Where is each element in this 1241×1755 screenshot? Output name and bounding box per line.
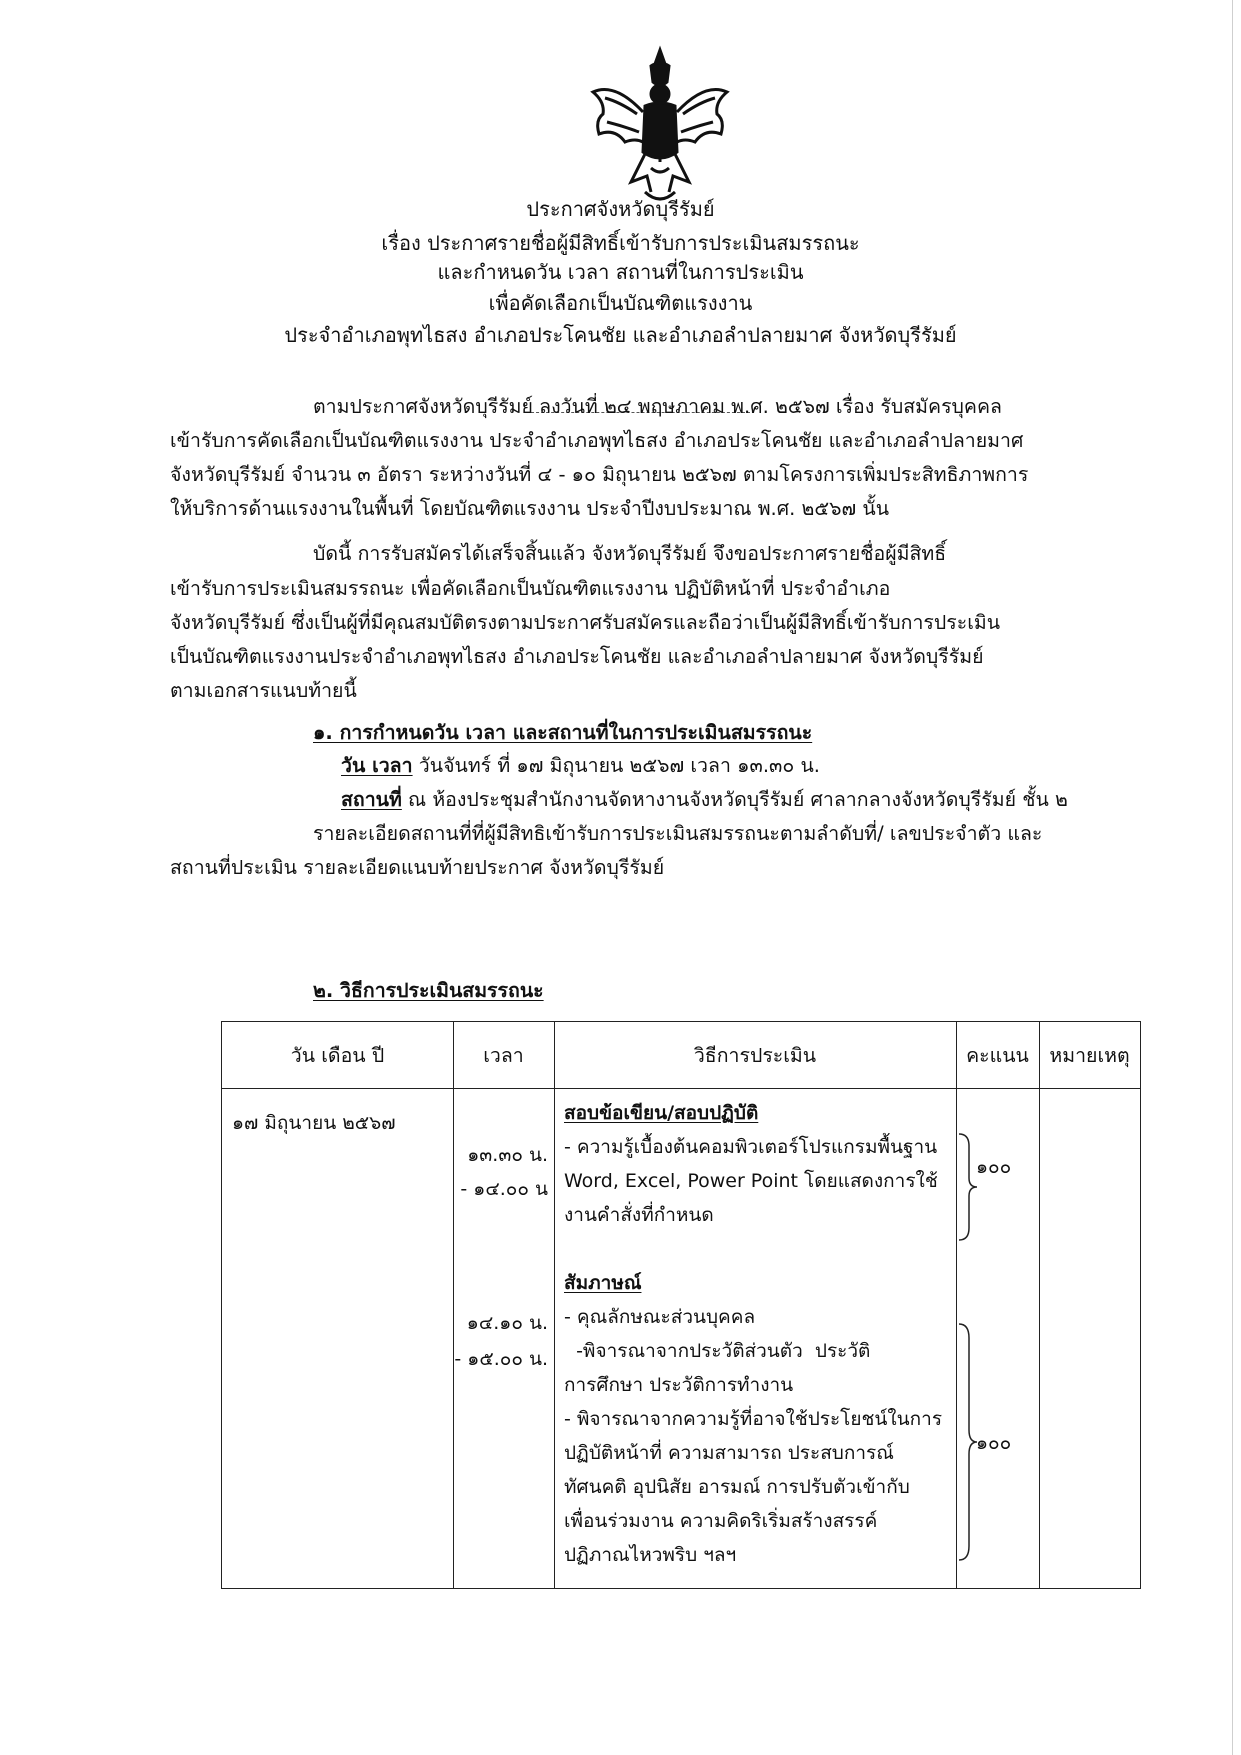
block2-line: ทัศนคติ อุปนิสัย อารมณ์ การปรับตัวเข้ากับ	[564, 1476, 910, 1498]
block2-time-end: - ๑๕.๐๐ น.	[454, 1348, 548, 1370]
header-title: ประกาศจังหวัดบุรีรัมย์	[526, 197, 715, 221]
block2-line: เพื่อนร่วมงาน ความคิดริเริ่มสร้างสรรค์	[564, 1510, 878, 1532]
section1-detail-2: สถานที่ประเมิน รายละเอียดแนบท้ายประกาศ จังหวัดบุรีรัมย์	[170, 856, 665, 879]
block2-line: - คุณลักษณะส่วนบุคคล	[564, 1306, 756, 1328]
block2-score: ๑๐๐	[976, 1432, 1012, 1454]
th-method: วิธีการประเมิน	[693, 1043, 817, 1067]
header-subject: เรื่อง ประกาศรายชื่อผู้มีสิทธิ์เข้ารับการประเมินสมรรถนะ	[381, 231, 860, 255]
section1-heading: ๑. การกำหนดวัน เวลา และสถานที่ในการประเมินสมรรถนะ	[313, 721, 813, 744]
section1-detail-1: รายละเอียดสถานที่ที่ผู้มีสิทธิเข้ารับการประเมินสมรรถนะตามลำดับที่/ เลขประจำตัว และ	[313, 822, 1043, 845]
section1-place-row	[341, 787, 1068, 813]
place-value: ณ ห้องประชุมสำนักงานจัดหางานจังหวัดบุรีรัมย์ ศาลากลางจังหวัดบุรีรัมย์ ชั้น ๒	[401, 788, 1068, 811]
header-line-5: ประจำอำเภอพุทไธสง อำเภอประโคนชัย และอำเภอลำปลายมาศ จังหวัดบุรีรัมย์	[284, 323, 957, 347]
th-date: วัน เดือน ปี	[290, 1043, 385, 1067]
table-col-divider	[453, 1022, 454, 1588]
para1-line-4: ให้บริการด้านแรงงานในพื้นที่ โดยบัณฑิตแรงงาน ประจำปีงบประมาณ พ.ศ. ๒๕๖๗ นั้น	[170, 497, 890, 520]
th-remark: หมายเหตุ	[1049, 1043, 1130, 1067]
para1-line-1: ตามประกาศจังหวัดบุรีรัมย์ ลงวันที่ ๒๔ พฤษภาคม พ.ศ. ๒๕๖๗ เรื่อง รับสมัครบุคคล	[313, 395, 1002, 418]
block1-line: งานคำสั่งที่กำหนด	[564, 1204, 714, 1226]
block1-title: สอบข้อเขียน/สอบปฏิบัติ	[564, 1102, 759, 1124]
page-edge-line	[1232, 0, 1233, 1755]
para2-line-2: เข้ารับการประเมินสมรรถนะ เพื่อคัดเลือกเป็นบัณฑิตแรงงาน ปฏิบัติหน้าที่ ประจำอำเภอ	[170, 577, 891, 600]
place-label: สถานที่	[341, 788, 402, 811]
header-line-3: และกำหนดวัน เวลา สถานที่ในการประเมิน	[437, 260, 804, 284]
para1-line-2: เข้ารับการคัดเลือกเป็นบัณฑิตแรงงาน ประจำอำเภอพุทไธสง อำเภอประโคนชัย และอำเภอลำปลายมาศ	[170, 429, 1024, 452]
row-date: ๑๗ มิถุนายน ๒๕๖๗	[232, 1112, 396, 1134]
date-label: วัน เวลา	[341, 754, 413, 777]
table-header-divider	[222, 1088, 1140, 1089]
th-time: เวลา	[483, 1043, 524, 1067]
block1-time-start: ๑๓.๓๐ น.	[467, 1144, 548, 1166]
block2-line: ปฏิบัติหน้าที่ ความสามารถ ประสบการณ์	[564, 1442, 894, 1464]
garuda-emblem-icon	[585, 42, 735, 210]
block2-line: -พิจารณาจากประวัติส่วนตัว ประวัติ	[564, 1340, 871, 1362]
block1-line: Word, Excel, Power Point โดยแสดงการใช้	[564, 1170, 938, 1192]
para2-line-3: จังหวัดบุรีรัมย์ ซึ่งเป็นผู้ที่มีคุณสมบัติตรงตามประกาศรับสมัครและถือว่าเป็นผู้มีสิทธิ์เข้ารับการประเมิน	[170, 611, 1001, 634]
section1-date-row	[341, 753, 820, 779]
block1-line: - ความรู้เบื้องต้นคอมพิวเตอร์โปรแกรมพื้นฐาน	[564, 1136, 938, 1158]
para1-line-3: จังหวัดบุรีรัมย์ จำนวน ๓ อัตรา ระหว่างวันที่ ๔ - ๑๐ มิถุนายน ๒๕๖๗ ตามโครงการเพิ่มประสิทธิภาพการ	[170, 463, 1029, 486]
para2-line-1: บัดนี้ การรับสมัครได้เสร็จสิ้นแล้ว จังหวัดบุรีรัมย์ จึงขอประกาศรายชื่อผู้มีสิทธิ์	[313, 542, 947, 565]
block1-brace-icon	[955, 1132, 979, 1242]
block2-line: - พิจารณาจากความรู้ที่อาจใช้ประโยชน์ในการ	[564, 1408, 943, 1430]
block2-line: ปฏิภาณไหวพริบ ฯลฯ	[564, 1544, 737, 1566]
para2-line-5: ตามเอกสารแนบท้ายนี้	[170, 679, 357, 702]
th-score: คะแนน	[966, 1043, 1029, 1067]
table-col-divider	[554, 1022, 555, 1588]
block2-title: สัมภาษณ์	[564, 1272, 642, 1294]
block1-time-end: - ๑๔.๐๐ น	[460, 1178, 548, 1200]
block1-score: ๑๐๐	[976, 1156, 1012, 1178]
section2-heading: ๒. วิธีการประเมินสมรรถนะ	[313, 979, 544, 1002]
para2-line-4: เป็นบัณฑิตแรงงานประจำอำเภอพุทไธสง อำเภอประโคนชัย และอำเภอลำปลายมาศ จังหวัดบุรีรัมย์	[170, 645, 984, 668]
block2-time-start: ๑๔.๑๐ น.	[466, 1312, 548, 1334]
header-line-4: เพื่อคัดเลือกเป็นบัณฑิตแรงงาน	[488, 291, 753, 315]
table-col-divider	[1039, 1022, 1040, 1588]
block2-line: การศึกษา ประวัติการทำงาน	[564, 1374, 794, 1396]
assessment-table	[221, 1021, 1141, 1589]
date-value: วันจันทร์ ที่ ๑๗ มิถุนายน ๒๕๖๗ เวลา ๑๓.๓๐ น.	[412, 754, 820, 777]
